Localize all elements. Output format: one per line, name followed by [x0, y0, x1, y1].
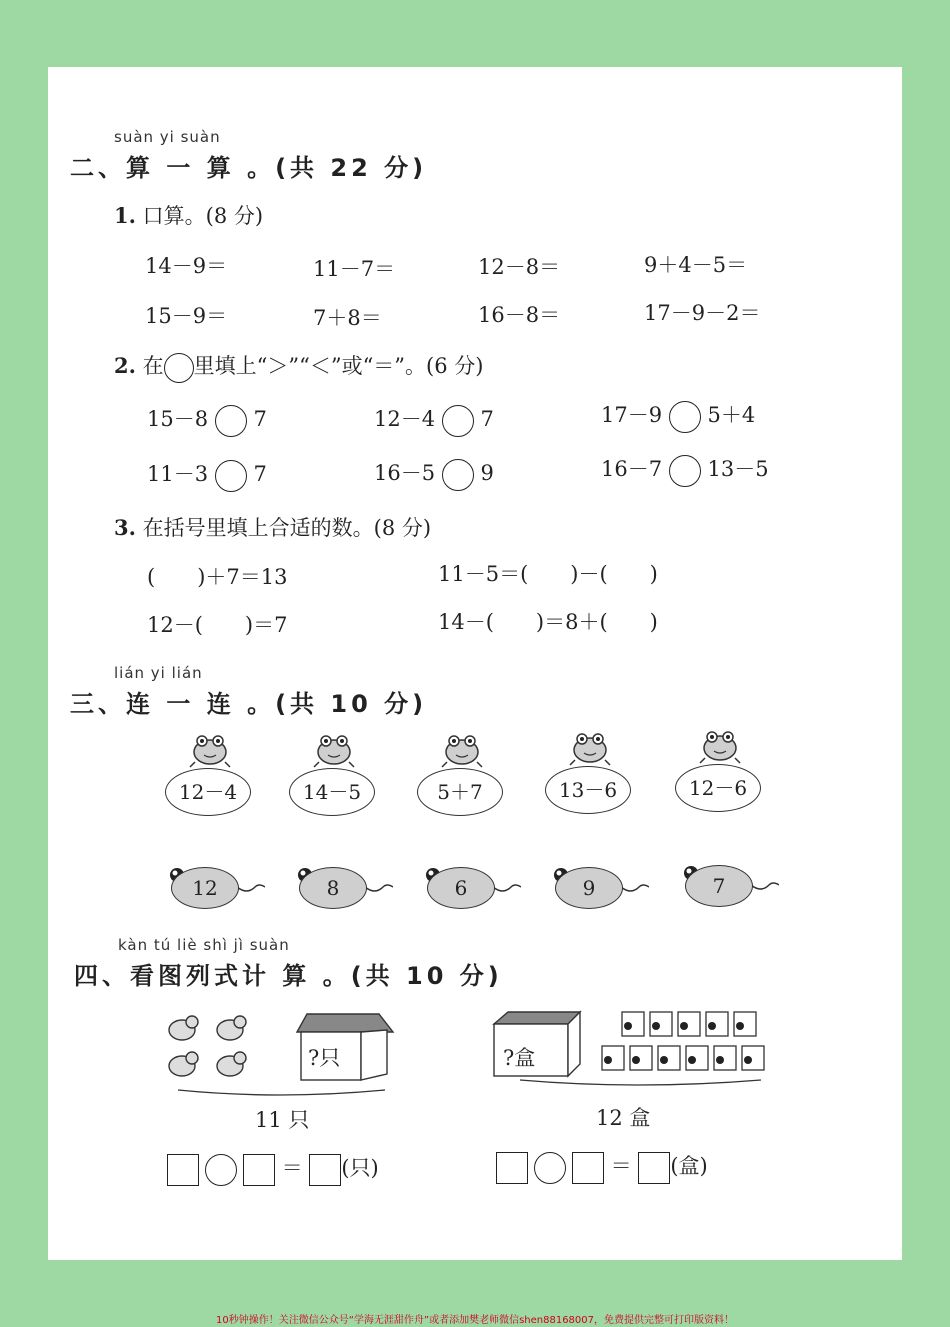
- frog-card[interactable]: [289, 732, 379, 816]
- compare-item: [601, 399, 755, 433]
- q2-label-b: 里填上“＞”“＜”或“＝”。(6 分): [193, 354, 484, 378]
- mouse-number: 7: [685, 865, 753, 907]
- q3-heading: [114, 512, 431, 542]
- operator-circle[interactable]: [534, 1152, 566, 1184]
- q1-item: 17－9－2＝: [644, 301, 761, 325]
- section2-title: 二、算 一 算 。(共 22 分): [70, 154, 428, 182]
- compare-item: [601, 453, 769, 487]
- mouse-number: 6: [427, 867, 495, 909]
- frog-pad-label: 14－5: [289, 768, 375, 816]
- q1-item: 9＋4－5＝: [644, 253, 748, 277]
- operator-circle[interactable]: [205, 1154, 237, 1186]
- frog-pad-label: 13－6: [545, 766, 631, 814]
- section3-title: 三、连 一 连 。(共 10 分): [70, 690, 428, 718]
- frog-card[interactable]: [417, 732, 507, 816]
- q1-item: 7＋8＝: [313, 306, 382, 330]
- q1-item: 15－9＝: [145, 304, 228, 328]
- compare-right: 7: [253, 462, 267, 486]
- q1-label: 口算。(8 分): [142, 204, 264, 228]
- fill-item: 11－5＝( )－( ): [438, 562, 658, 586]
- compare-left: 17－9: [601, 403, 663, 427]
- frog-pad-label: 12－4: [165, 768, 251, 816]
- section3-pinyin: lián yi lián: [114, 664, 203, 682]
- frog-pad-label: 5＋7: [417, 768, 503, 816]
- compare-left: 12－4: [374, 407, 436, 431]
- compare-circle[interactable]: [669, 401, 701, 433]
- compare-circle[interactable]: [442, 405, 474, 437]
- q3-number: 3.: [114, 515, 136, 540]
- section2-pinyin: suàn yi suàn: [114, 128, 221, 146]
- frog-icon: [675, 728, 765, 764]
- q1-item: 16－8＝: [478, 303, 561, 327]
- answer-box[interactable]: [243, 1154, 275, 1186]
- brace-icon: [518, 1076, 763, 1096]
- fill-item: 14－( )＝8＋( ): [438, 610, 658, 634]
- compare-right: 5＋4: [707, 403, 756, 427]
- answer-box[interactable]: [572, 1152, 604, 1184]
- frog-pad-label: 12－6: [675, 764, 761, 812]
- left-equation: ＝ (只): [167, 1152, 379, 1186]
- compare-left: 15－8: [147, 407, 209, 431]
- fill-item: ( )＋7＝13: [147, 565, 288, 589]
- frog-card[interactable]: [545, 730, 635, 814]
- q1-item: 11－7＝: [313, 257, 396, 281]
- left-total: 11 只: [255, 1108, 310, 1132]
- q1-item: 12－8＝: [478, 255, 561, 279]
- section4-title: 四、看图列式计 算 。(共 10 分): [74, 962, 503, 990]
- frog-icon: [417, 732, 507, 768]
- mouse-number: 8: [299, 867, 367, 909]
- circle-blank-icon: [164, 353, 194, 383]
- compare-item: [147, 458, 267, 492]
- right-unit: (盒): [670, 1154, 708, 1178]
- compare-circle[interactable]: [669, 455, 701, 487]
- frog-card[interactable]: [165, 732, 255, 816]
- compare-left: 11－3: [147, 462, 209, 486]
- frog-icon: [289, 732, 379, 768]
- compare-circle[interactable]: [442, 459, 474, 491]
- answer-box[interactable]: [167, 1154, 199, 1186]
- frog-icon: [545, 730, 635, 766]
- compare-circle[interactable]: [215, 405, 247, 437]
- frog-card[interactable]: [675, 728, 765, 812]
- compare-right: 13－5: [707, 457, 769, 481]
- compare-left: 16－7: [601, 457, 663, 481]
- milk-cartons-illustration: [600, 1008, 770, 1078]
- footer-notice: 10秒钟操作！关注微信公众号“学海无涯甜作舟”或者添加樊老师微信shen88168007，免费提供完整可打印版资料！: [215, 1315, 735, 1326]
- q2-heading: [114, 350, 483, 383]
- answer-box[interactable]: [309, 1154, 341, 1186]
- fill-item: 12－( )＝7: [147, 613, 288, 637]
- mouse-number: 9: [555, 867, 623, 909]
- frog-icon: [165, 732, 255, 768]
- q1-heading: [114, 200, 263, 230]
- compare-left: 16－5: [374, 461, 436, 485]
- section4-pinyin: kàn tú liè shì jì suàn: [118, 936, 290, 954]
- right-total: 12 盒: [596, 1106, 651, 1130]
- left-unit: (只): [341, 1156, 379, 1180]
- q2-label-a: 在: [142, 354, 164, 378]
- compare-item: [374, 403, 494, 437]
- right-equation: ＝ (盒): [496, 1150, 708, 1184]
- q1-item: 14－9＝: [145, 254, 228, 278]
- mouse-number: 12: [171, 867, 239, 909]
- compare-right: 9: [480, 461, 494, 485]
- compare-circle[interactable]: [215, 460, 247, 492]
- compare-item: [374, 457, 494, 491]
- answer-box[interactable]: [638, 1152, 670, 1184]
- q3-label: 在括号里填上合适的数。(8 分): [142, 516, 432, 540]
- q1-number: 1.: [114, 203, 136, 228]
- compare-item: [147, 403, 267, 437]
- q2-number: 2.: [114, 353, 136, 378]
- box-label: ?盒: [503, 1046, 536, 1070]
- compare-right: 7: [480, 407, 494, 431]
- compare-right: 7: [253, 407, 267, 431]
- answer-box[interactable]: [496, 1152, 528, 1184]
- house-label: ?只: [308, 1046, 341, 1070]
